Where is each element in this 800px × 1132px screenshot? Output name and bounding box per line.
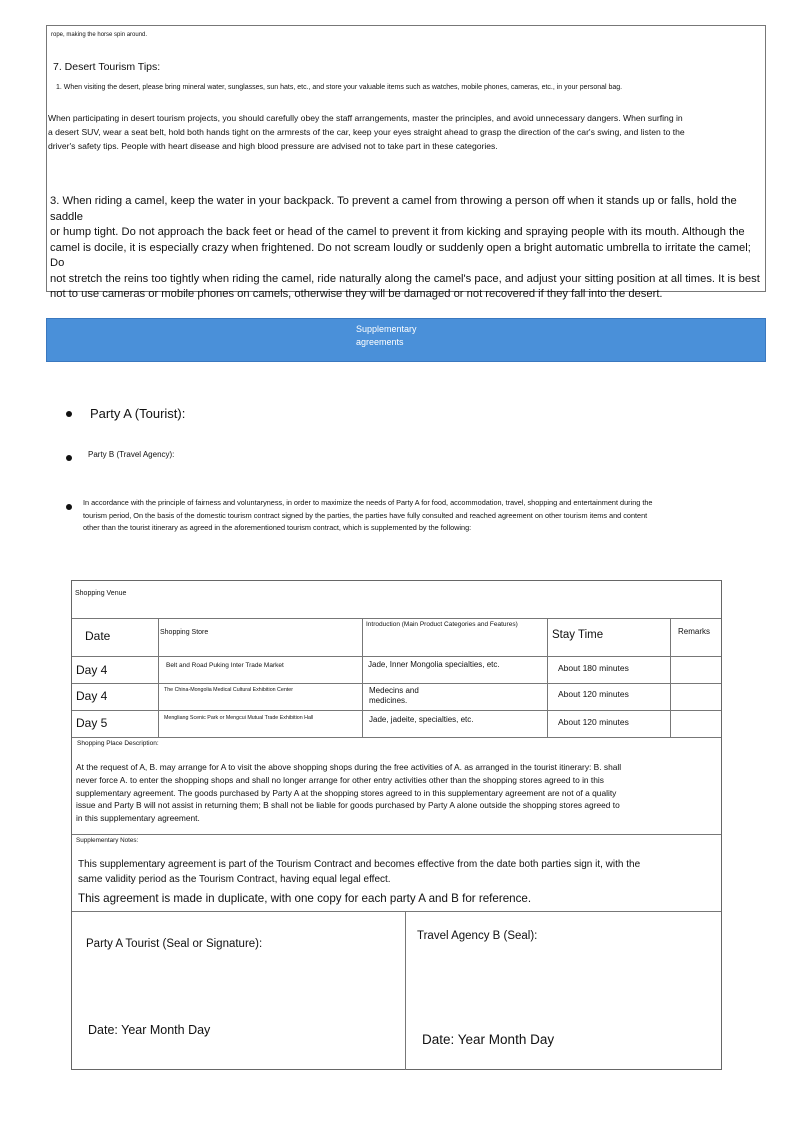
header-stay-time: Stay Time xyxy=(552,629,604,641)
continued-fragment: rope, making the horse spin around. xyxy=(51,32,148,38)
bullet-icon xyxy=(66,504,72,510)
shopping-venue-title: Shopping Venue xyxy=(75,590,127,597)
text-line: in this supplementary agreement. xyxy=(76,813,200,824)
notes-paragraph xyxy=(78,857,640,887)
party-a-label: Party A (Tourist): xyxy=(90,406,186,421)
text-line: 3. When riding a camel, keep the water in your backpack. To prevent a camel from throwing a person off when it stands up or falls, hold the saddle xyxy=(50,195,737,223)
text-line: This supplementary agreement is part of the Tourism Contract and becomes effective from the date both parties sign it, with the xyxy=(78,859,641,870)
text-line: issue and Party B will not assist in returning them; B shall not be liable for goods purchased by Party A alone outside the shopping stores agreed to xyxy=(76,800,620,811)
header-introduction: Introduction (Main Product Categories and Features) xyxy=(366,621,518,628)
principle-paragraph xyxy=(83,497,763,535)
row-store: The China-Mongolia Medical Cultural Exhibition Center xyxy=(164,687,293,693)
header-remarks: Remarks xyxy=(678,627,711,636)
row-stay: About 120 minutes xyxy=(558,717,629,727)
text-line: not to use cameras or mobile phones on camels, otherwise they will be damaged or not recovered if they fall into the desert. xyxy=(50,288,663,300)
tip-item-1: 1. When visiting the desert, please bring mineral water, sunglasses, sun hats, etc., and store your valuable items such as watches, mobile phones, cameras, etc., in your personal bag. xyxy=(56,84,623,91)
row-store: Belt and Road Puking Inter Trade Market xyxy=(166,662,284,669)
party-b-label: Party B (Travel Agency): xyxy=(88,450,175,459)
party-a-signature-label: Party A Tourist (Seal or Signature): xyxy=(86,938,263,950)
desert-tips-section xyxy=(46,25,766,300)
row-stay: About 120 minutes xyxy=(558,689,629,699)
header-store: Shopping Store xyxy=(160,629,209,636)
agency-date: Date: Year Month Day xyxy=(422,1032,555,1047)
text-line: not stretch the reins too tightly when riding the camel, ride naturally along the camel's pace, and adjust your sitting position at all times. It is best xyxy=(50,272,760,285)
tips-heading: 7. Desert Tourism Tips: xyxy=(53,61,161,73)
text-line: tourism period, On the basis of the domestic tourism contract signed by the parties, the parties have fully consulted and reached agreement on other tourism items and content xyxy=(83,510,648,520)
text-line: At the request of A, B. may arrange for A to visit the above shopping shops during the free activities of A. as arranged in the tourist itinerary: B. shall xyxy=(76,762,622,772)
agency-seal-label: Travel Agency B (Seal): xyxy=(417,930,538,942)
row-intro: Medecins and medicines. xyxy=(369,686,419,705)
text-line: In accordance with the principle of fairness and voluntaryness, in order to maximize the needs of Party A for food, accommodation, travel, shopping and entertainment during the xyxy=(83,498,653,507)
text-line: camel is docile, it is especially crazy when frightened. Do not scream loudly or suddenly open a bright automatic umbrella to irritate the camel; Do xyxy=(50,241,751,269)
bullet-icon xyxy=(66,455,72,461)
duplicate-note: This agreement is made in duplicate, with one copy for each party A and B for reference. xyxy=(78,892,532,905)
tips-paragraph xyxy=(48,111,764,153)
row-store: Mengliang Scenic Park or Mengcui Mutual Trade Exhibition Hall xyxy=(164,715,314,721)
bullet-icon xyxy=(66,411,72,417)
text-line: driver's safety tips. People with heart disease and high blood pressure are advised not to take part in these categories. xyxy=(48,141,498,151)
row-date: Day 4 xyxy=(76,689,108,703)
notes-label: Supplementary Notes: xyxy=(76,837,139,844)
shopping-venue-table xyxy=(71,580,722,1070)
camel-tips-paragraph xyxy=(50,194,766,303)
text-line: a desert SUV, wear a seat belt, hold both hands tight on the armrests of the car, keep your eyes straight ahead to grasp the direction of the car's swing, and listen to the xyxy=(48,127,685,137)
header-date: Date xyxy=(85,629,111,643)
banner-line: agreements xyxy=(356,337,404,347)
text-line: or hump tight. Do not approach the back feet or head of the camel to prevent it from kicking and spraying people with its mouth. Although the xyxy=(50,226,745,238)
text-line: other than the tourist itinerary as agreed in the aforementioned tourism contract, which is supplemented by the following: xyxy=(83,523,472,532)
text-line: supplementary agreement. The goods purchased by Party A at the shopping stores agreed to in this supplementary agreement are not of a quality xyxy=(76,787,617,798)
text-line: never force A. to enter the shopping shops and shall no longer arrange for other entry activities other than the shopping stores agreed to in this xyxy=(76,774,604,785)
row-date: Day 5 xyxy=(76,716,108,730)
row-intro: Jade, Inner Mongolia specialties, etc. xyxy=(368,660,500,669)
text-line: same validity period as the Tourism Contract, having equal legal effect. xyxy=(78,874,391,885)
description-paragraph xyxy=(76,761,621,825)
description-label: Shopping Place Description: xyxy=(77,740,159,747)
party-a-date: Date: Year Month Day xyxy=(88,1023,211,1037)
banner-title xyxy=(356,323,417,349)
row-stay: About 180 minutes xyxy=(558,663,629,673)
row-date: Day 4 xyxy=(76,663,108,677)
supplementary-agreements-banner xyxy=(46,318,766,362)
text-line: When participating in desert tourism projects, you should carefully obey the staff arrangements, master the principles, and avoid unnecessary dangers. When surfing in xyxy=(48,113,683,123)
row-intro: Jade, jadeite, specialties, etc. xyxy=(369,715,474,724)
banner-line: Supplementary xyxy=(356,324,417,334)
